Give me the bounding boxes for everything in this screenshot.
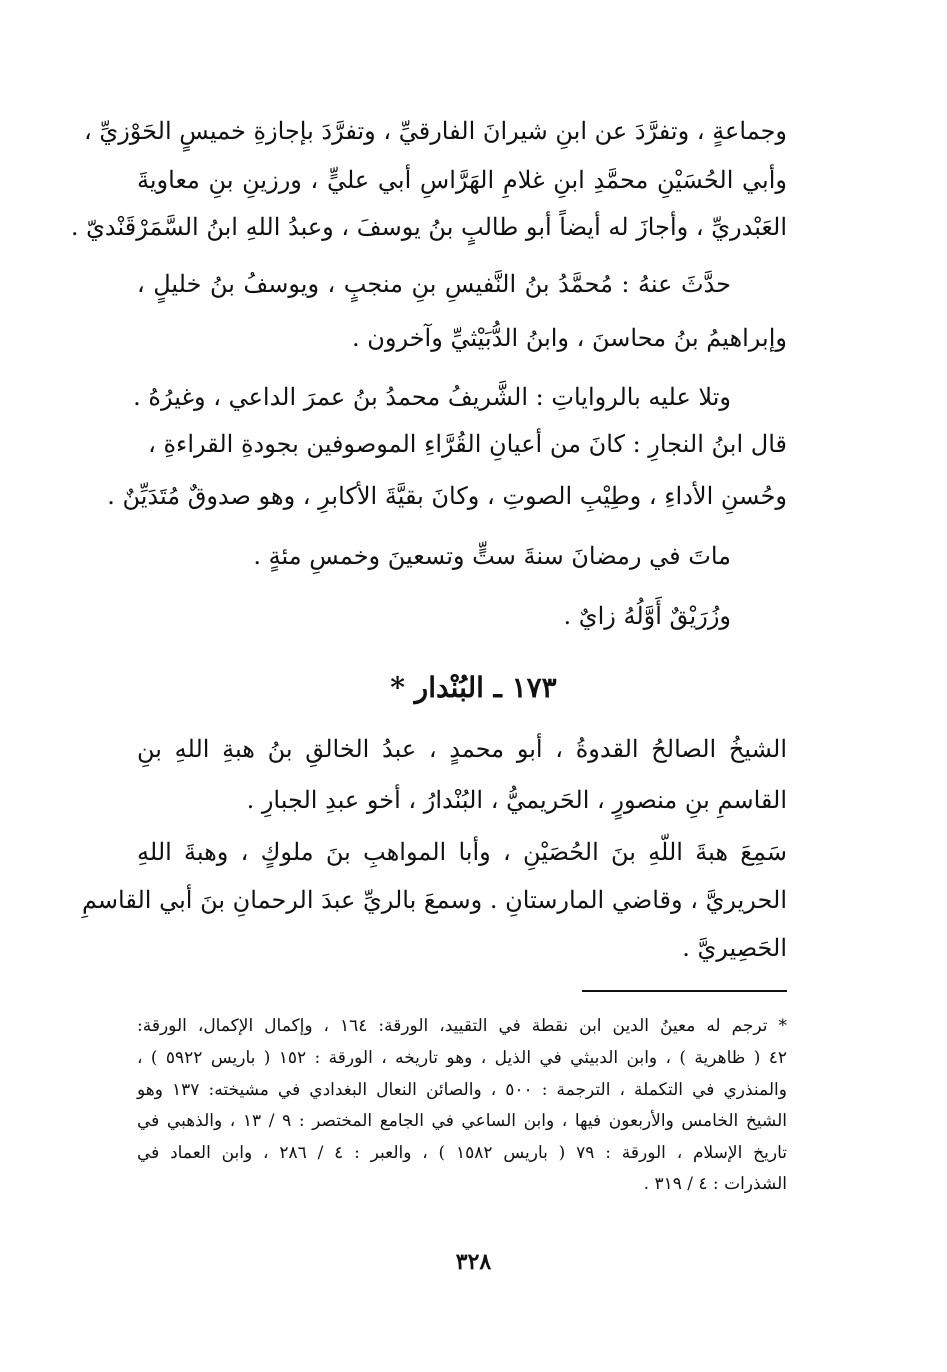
text-line: العَبْدريِّ ، وأجازَ له أيضاً أبو طالبٍ بنُ يوسفَ ، وعبدُ اللهِ ابنُ السَّمَرْقَنْديّ . xyxy=(70,213,787,241)
page-number: ٣٢٨ xyxy=(455,1249,492,1275)
footnote-line: الشذرات : ٤ / ٣١٩ . xyxy=(643,1174,787,1194)
footnote-line: الشيخ الخامس والأربعون فيها ، وابن الساعي في الجامع المختصر : ٩ / ١٣ ، والذهبي في xyxy=(137,1111,787,1131)
footnote-line: * ترجم له معينُ الدين ابن نقطة في التقييد، الورقة: ١٦٤ ، وإكمال الإكمال، الورقة: xyxy=(137,1016,787,1036)
text-line: ماتَ في رمضانَ سنةَ ستٍّ وتسعينَ وخمسِ مئةٍ . xyxy=(253,542,731,570)
text-line: وإبراهيمُ بنُ محاسنَ ، وابنُ الدُّبَيْثيِّ وآخرون . xyxy=(352,324,787,352)
footnote-line: تاريخ الإسلام ، الورقة : ٧٩ ( باريس ١٥٨٢ ) ، والعبر : ٤ / ٢٨٦ ، وابن العماد في xyxy=(137,1143,787,1163)
text-line: حدَّثَ عنهُ : مُحمَّدُ بنُ النَّفيسِ بنِ منجبٍ ، ويوسفُ بنُ خليلٍ ، xyxy=(137,270,731,298)
entry-heading: ١٧٣ ـ البُنْدار * xyxy=(390,671,557,704)
footnote-line: ٤٢ ( ظاهرية ) ، وابن الدبيثي في الذيل ، وهو تاريخه ، الورقة : ١٥٢ ( باريس ٥٩٢٢ ) ، xyxy=(137,1048,787,1068)
text-line: وتلا عليه بالرواياتِ : الشَّريفُ محمدُ بنُ عمرَ الداعي ، وغيرُهُ . xyxy=(133,383,731,411)
text-line: وحُسنِ الأداءِ ، وطِيْبِ الصوتِ ، وكانَ بقيَّةَ الأكابرِ ، وهو صدوقٌ مُتَدَيِّنٌ . xyxy=(107,482,787,510)
text-line: الحَصِيريَّ . xyxy=(682,934,787,962)
text-line: القاسمِ بنِ منصورٍ ، الحَريميُّ ، البُنْدارُ ، أخو عبدِ الجبارِ . xyxy=(246,786,787,814)
text-line: الشيخُ الصالحُ القدوةُ ، أبو محمدٍ ، عبدُ الخالقِ بنُ هبةِ اللهِ بنِ xyxy=(137,735,787,763)
footnote-separator xyxy=(582,990,787,992)
footnote-line: والمنذري في التكملة ، الترجمة : ٥٠٠ ، والصائن النعال البغدادي في مشيخته: ١٣٧ وهو xyxy=(137,1080,787,1100)
text-line: سَمِعَ هبةَ اللّهِ بنَ الحُصَيْنِ ، وأبا المواهبِ بنَ ملوكٍ ، وهبةَ اللهِ xyxy=(137,838,787,866)
text-line: وأبي الحُسَيْنِ محمَّدِ ابنِ غلامِ الهَرَّاسِ أبي عليٍّ ، ورزينِ بنِ معاويةَ xyxy=(137,166,787,194)
text-line: الحريريَّ ، وقاضي المارستانِ . وسمعَ بالريِّ عبدَ الرحمانِ بنَ أبي القاسمِ xyxy=(81,886,787,914)
text-line: وجماعةٍ ، وتفرَّدَ عن ابنِ شيرانَ الفارقيِّ ، وتفرَّدَ بإجازةِ خميسٍ الحَوْزيِّ ، xyxy=(84,117,787,145)
text-line: وزُرَيْقٌ أَوَّلُهُ زايٌ . xyxy=(563,602,731,630)
text-line: قال ابنُ النجارِ : كانَ من أعيانِ القُرَّاءِ الموصوفين بجودةِ القراءةِ ، xyxy=(148,430,787,458)
